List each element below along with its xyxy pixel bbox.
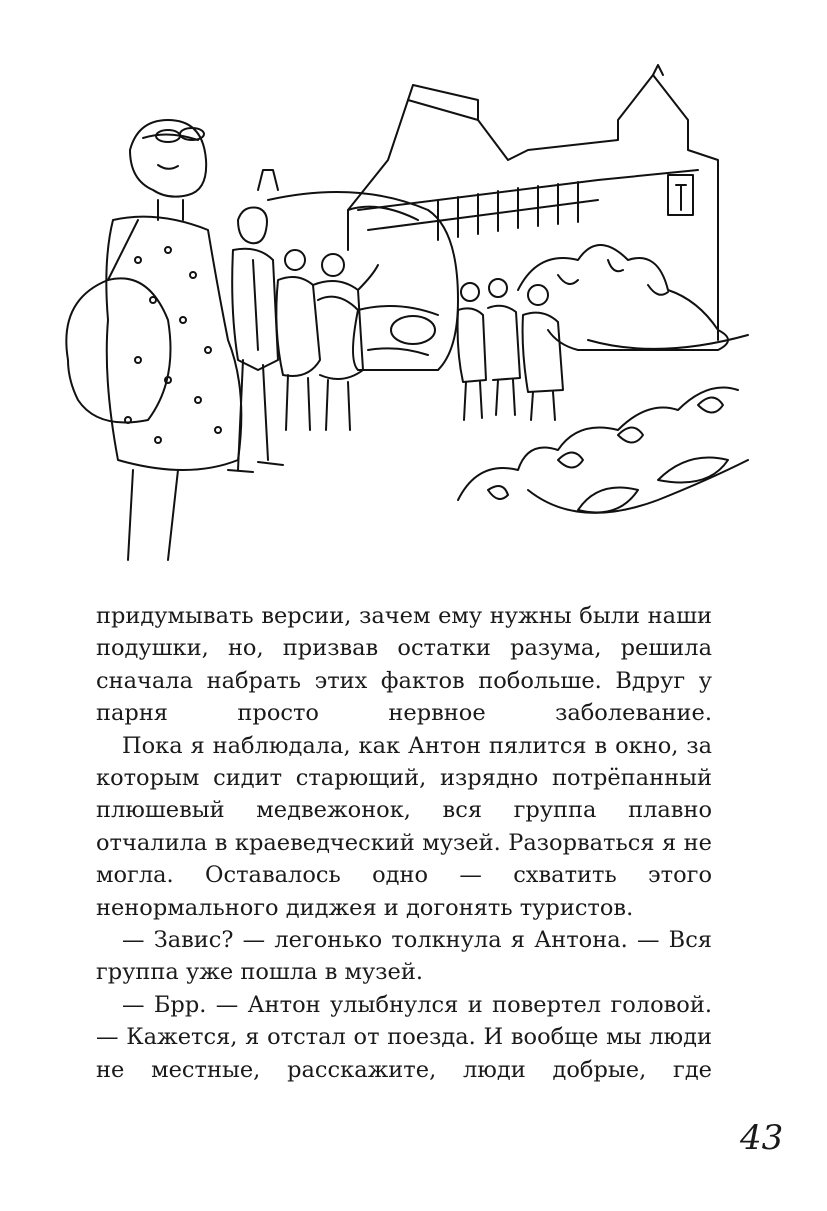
paragraph-1: придумывать версии, зачем ему нужны были наши подушки, но, призвав остатки разума, решила сначала набрать этих фактов побольше. Вдруг у парня просто нервное заболевание. (96, 603, 712, 727)
page-number: 43 (740, 1118, 784, 1158)
paragraph-4: — Брр. — Антон улыбнулся и повертел головой. — Кажется, я отстал от поезда. И вообще мы люди не местные, расскажите, люди добрые, где (96, 991, 712, 1083)
second-group-drawing (458, 279, 563, 420)
body-text (96, 600, 712, 1086)
woman-figure-drawing (66, 120, 241, 560)
bus-drawing (268, 192, 458, 370)
man-figure-drawing (228, 208, 283, 473)
building-drawing (258, 65, 718, 340)
paragraph-2: Пока я наблюдала, как Антон пялится в окно, за которым сидит старющий, изрядно потрёпанный плюшевый медвежонок, вся группа плавно отчалила в краеведческий музей. Разорваться я не могла. Оставалось одно — схватить этого ненормального диджея и догонять туристов. (96, 732, 712, 921)
street-scene-illustration (58, 60, 778, 568)
bush-drawing (518, 245, 748, 350)
flowers-drawing (458, 388, 748, 513)
tourist-group-drawing (276, 250, 378, 430)
paragraph-3: — Завис? — легонько толкнула я Антона. — Вся группа уже пошла в музей. (96, 927, 712, 986)
